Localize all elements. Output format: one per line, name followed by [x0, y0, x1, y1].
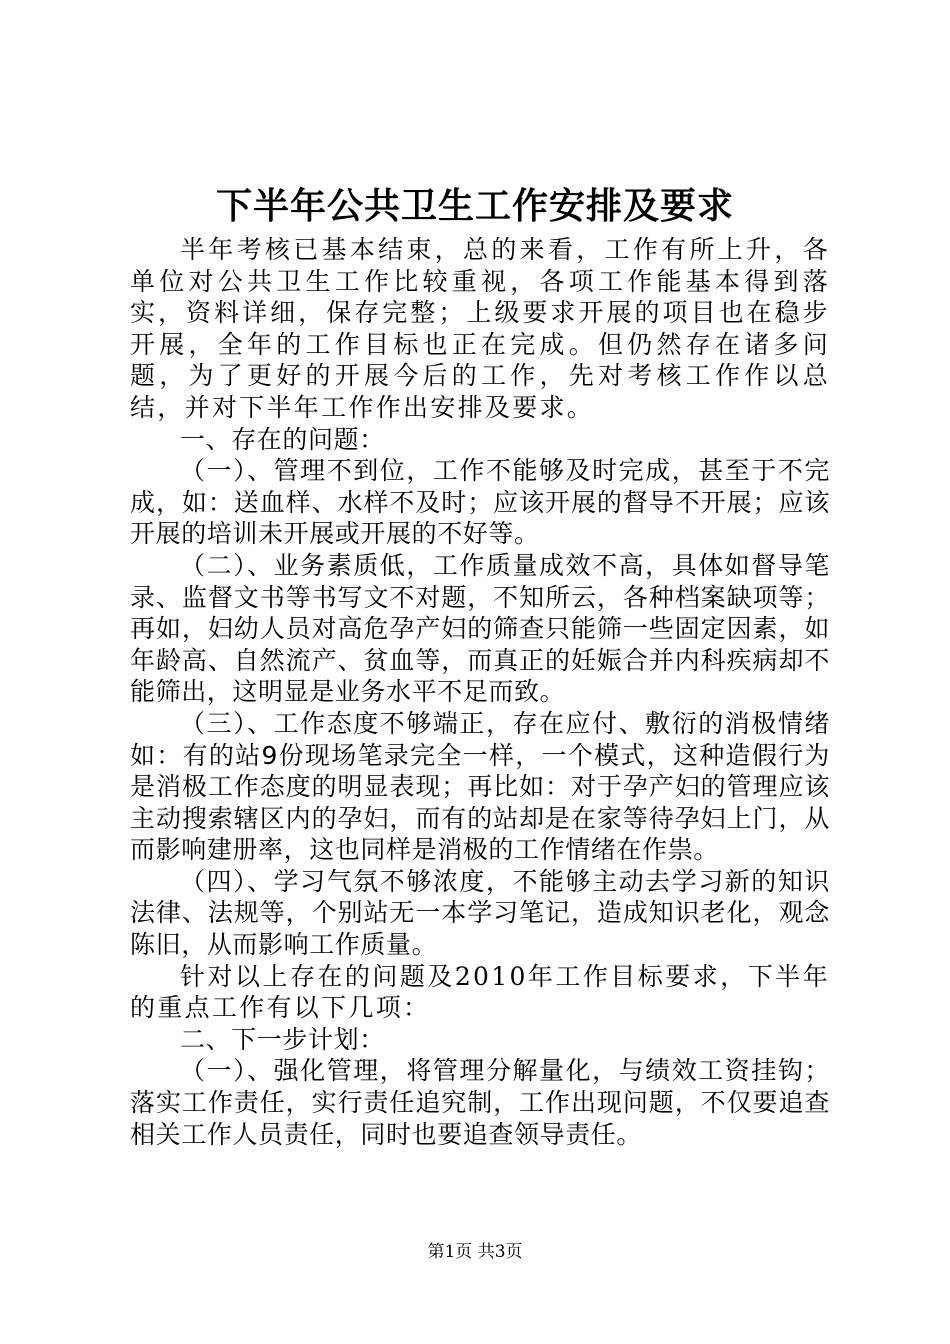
page-number-footer: 第1页 共3页 [427, 1242, 523, 1262]
problem-item-2: （二）、业务素质低，工作质量成效不高，具体如督导笔录、监督文书等书写文不对题，不知所云，各种档案缺项等；再如，妇幼人员对高危孕产妇的筛查只能筛一些固定因素，如年龄高、自然流产、贫血等，而真正的妊娠合并内科疾病却不能筛出，这明显是业务水平不足而致。 [130, 550, 830, 707]
problem-item-4: （四）、学习气氛不够浓度，不能够主动去学习新的知识法律、法规等，个别站无一本学习笔记，造成知识老化，观念陈旧，从而影响工作质量。 [130, 866, 830, 960]
section-heading-problems: 一、存在的问题： [180, 424, 385, 454]
document-title: 下半年公共卫生工作安排及要求 [215, 186, 734, 227]
problem-item-3: （三）、工作态度不够端正，存在应付、敷衍的消极情绪如：有的站9份现场笔录完全一样，一个模式，这种造假行为是消极工作态度的明显表现；再比如：对于孕产妇的管理应该主动搜索辖区内的孕妇，而有的站却是在家等待孕妇上门，从而影响建册率，这也同样是消极的工作情绪在作祟。 [130, 708, 830, 865]
section-heading-plan: 二、下一步计划： [180, 1024, 385, 1054]
problem-item-1: （一）、管理不到位，工作不能够及时完成，甚至于不完成，如：送血样、水样不及时；应该开展的督导不开展；应该开展的培训未开展或开展的不好等。 [130, 456, 830, 549]
document-body [130, 234, 830, 1150]
intro-paragraph: 半年考核已基本结束，总的来看，工作有所上升，各单位对公共卫生工作比较重视，各项工作能基本得到落实，资料详细，保存完整；上级要求开展的项目也在稳步开展，全年的工作目标也正在完成。但仍然存在诸多问题，为了更好的开展今后的工作，先对考核工作作以总结，并对下半年工作作出安排及要求。 [130, 235, 830, 422]
plan-item-1: （一）、强化管理，将管理分解量化，与绩效工资挂钩；落实工作责任，实行责任追究制，工作出现问题，不仅要追查相关工作人员责任，同时也要追查领导责任。 [130, 1056, 830, 1149]
transition-paragraph: 针对以上存在的问题及2010年工作目标要求，下半年的重点工作有以下几项： [130, 961, 830, 1023]
